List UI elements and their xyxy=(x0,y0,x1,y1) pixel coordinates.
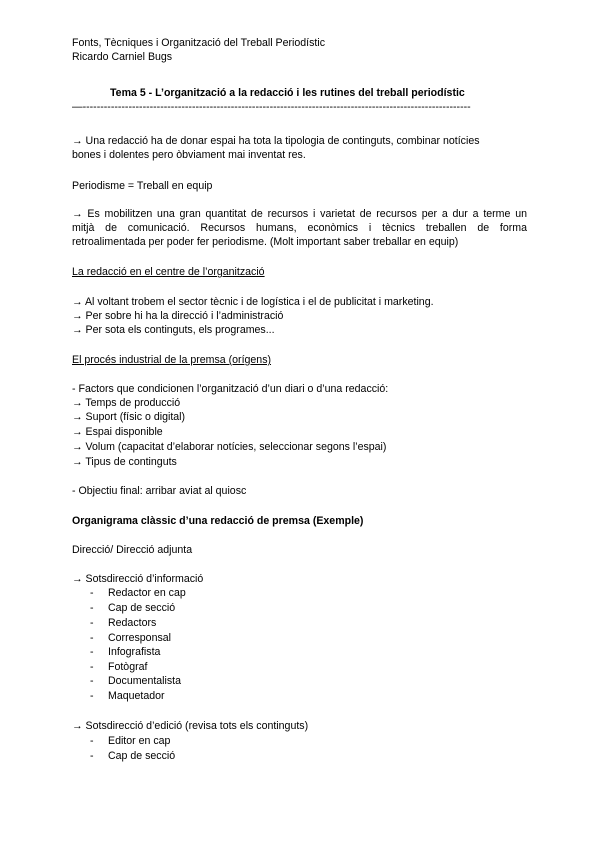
bullet-dash: - xyxy=(90,617,94,629)
intro-line-2: bones i dolentes pero òbviament mai inventat res. xyxy=(72,149,306,161)
bullet-dash: - xyxy=(90,735,94,747)
page-title: Tema 5 - L’organització a la redacció i les rutines del treball periodístic xyxy=(110,87,465,99)
final-goal: - Objectiu final: arribar aviat al quiosc xyxy=(72,485,247,497)
header-course: Fonts, Tècniques i Organització del Treball Periodístic xyxy=(72,37,325,49)
list-item: Cap de secció xyxy=(108,602,176,614)
list-item: → Espai disponible xyxy=(72,426,163,438)
list-item: Editor en cap xyxy=(108,735,171,747)
list-item: Infografista xyxy=(108,646,161,658)
resources-line-3: retroalimentada per poder fer periodisme. (Molt important saber treballar en equip) xyxy=(72,236,459,248)
list-item: → Al voltant trobem el sector tècnic i de logística i el de publicitat i marketing. xyxy=(72,296,434,308)
subdirection-editing: → Sotsdirecció d’edició (revisa tots els continguts) xyxy=(72,720,309,732)
list-item: → Per sobre hi ha la direcció i l’administració xyxy=(72,310,284,322)
section-heading-industrial-process: El procés industrial de la premsa (orígens) xyxy=(72,354,272,366)
factors-intro: - Factors que condicionen l’organització d’un diari o d’una redacció: xyxy=(72,383,389,395)
bullet-dash: - xyxy=(90,661,94,673)
direction-line: Direcció/ Direcció adjunta xyxy=(72,544,193,556)
title-separator: —-------------------------------------------------------------------------------------------------------------- xyxy=(72,101,471,113)
list-item: Corresponsal xyxy=(108,632,172,644)
header-author: Ricardo Carniel Bugs xyxy=(72,51,173,63)
intro-line-1: → Una redacció ha de donar espai ha tota la tipologia de continguts, combinar notícies xyxy=(72,135,480,147)
subdirection-information: → Sotsdirecció d’informació xyxy=(72,573,204,585)
list-item: → Per sota els continguts, els programes... xyxy=(72,324,275,336)
teamwork-equation: Periodisme = Treball en equip xyxy=(72,180,213,192)
section-heading-org-chart: Organigrama clàssic d’una redacció de premsa (Exemple) xyxy=(72,515,364,527)
list-item: Redactors xyxy=(108,617,157,629)
section-heading-newsroom: La redacció en el centre de l’organització xyxy=(72,266,265,278)
list-item: Redactor en cap xyxy=(108,587,186,599)
bullet-dash: - xyxy=(90,587,94,599)
list-item: Fotògraf xyxy=(108,661,148,673)
bullet-dash: - xyxy=(90,750,94,762)
bullet-dash: - xyxy=(90,646,94,658)
list-item: → Tipus de continguts xyxy=(72,456,177,468)
bullet-dash: - xyxy=(90,632,94,644)
list-item: → Volum (capacitat d’elaborar notícies, seleccionar segons l’espai) xyxy=(72,441,387,453)
list-item: Documentalista xyxy=(108,675,182,687)
bullet-dash: - xyxy=(90,675,94,687)
list-item: → Suport (físic o digital) xyxy=(72,411,186,423)
list-item: Maquetador xyxy=(108,690,165,702)
list-item: → Temps de producció xyxy=(72,397,181,409)
bullet-dash: - xyxy=(90,602,94,614)
bullet-dash: - xyxy=(90,690,94,702)
resources-line-2: mitjà de comunicació. Recursos humans, econòmics i tècnics treballen de forma xyxy=(72,222,527,234)
resources-line-1: → Es mobilitzen una gran quantitat de recursos i varietat de recursos per a dur a terme un xyxy=(72,208,527,220)
list-item: Cap de secció xyxy=(108,750,176,762)
